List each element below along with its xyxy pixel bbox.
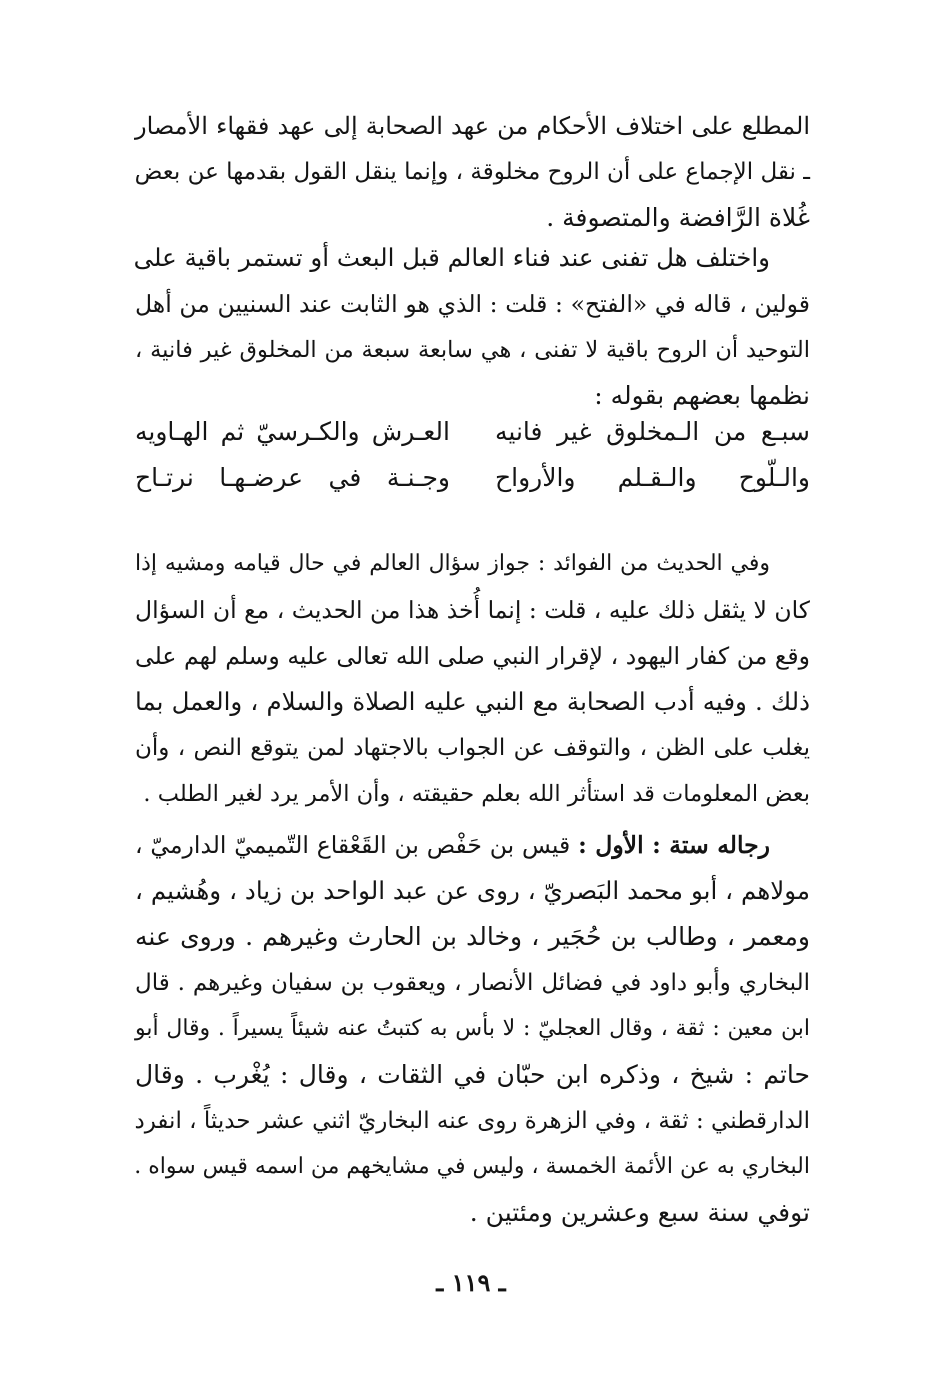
text-line: التوحيد أن الروح باقية لا تفنى ، هي سابعة سبعة من المخلوق غير فانية ، — [135, 337, 810, 363]
poem-verse-2 — [135, 455, 810, 501]
text-line — [135, 822, 810, 868]
text-line: البخاري وأبو داود في فضائل الأنصار ، ويعقوب بن سفيان وغيرهم . قال — [135, 970, 810, 996]
poem-hemistich: وجـنـة في عرضـهـا نرتـاح — [135, 463, 450, 492]
text-line: ومعمر ، وطالب بن حُجَير ، وخالد بن الحارث وغيرهم . وروى عنه — [135, 922, 810, 951]
text-line: ذلك . وفيه أدب الصحابة مع النبي عليه الصلاة والسلام ، والعمل بما — [135, 687, 810, 716]
paragraph-4 — [135, 822, 810, 1236]
text-line: نظمها بعضهم بقوله : — [594, 381, 810, 410]
paragraph-2 — [135, 235, 810, 419]
text-line: توفي سنة سبع وعشرين ومئتين . — [469, 1198, 810, 1227]
text-line: قولين ، قاله في «الفتح» : قلت : الذي هو الثابت عند السنيين من أهل — [135, 290, 810, 318]
text-line: البخاري به عن الأئمة الخمسة ، وليس في مشايخهم من اسمه قيس سواه . — [134, 1154, 810, 1179]
text-line: الدارقطني : ثقة ، وفي الزهرة روى عنه البخاريّ اثني عشر حديثاً ، انفرد — [134, 1108, 810, 1134]
poem-hemistich: سبـع من الـمخلوق غير فانيه — [495, 417, 810, 446]
poem-verse-1 — [135, 409, 810, 455]
paragraph-3 — [135, 541, 810, 817]
page-number: ـ ١١٩ ـ — [436, 1268, 506, 1297]
text-line: يغلب على الظن ، والتوقف عن الجواب بالاجتهاد لمن يتوقع النص ، وأن — [135, 735, 810, 761]
text-line: كان لا يثقل ذلك عليه ، قلت : إنما أُخذ هذا من الحديث ، مع أن السؤال — [135, 596, 810, 624]
text-line: غُلاة الرَّافضة والمتصوفة . — [546, 203, 810, 232]
text-line: المطلع على اختلاف الأحكام من عهد الصحابة إلى عهد فقهاء الأمصار — [135, 112, 811, 140]
text-line: حاتم : شيخ ، وذكره ابن حبّان في الثقات ، وقال : يُغْرب . وقال — [135, 1060, 810, 1089]
text-line: ـ نقل الإجماع على أن الروح مخلوقة ، وإنما ينقل القول بقدمها عن بعض — [134, 159, 810, 185]
section-heading: رجاله ستة : الأول : — [578, 831, 770, 859]
text-line: وفي الحديث من الفوائد : جواز سؤال العالم في حال قيامه ومشيه إذا — [135, 551, 770, 576]
paragraph-1 — [135, 103, 810, 241]
text-line: واختلف هل تفنى عند فناء العالم قبل البعث أو تستمر باقية على — [133, 243, 770, 272]
text-line: ابن معين : ثقة ، وقال العجليّ : لا بأس به كتبتُ عنه شيئاً يسيراً . وقال أبو — [135, 1016, 810, 1041]
text-run: قيس بن حَفْص بن القَعْقاع التّميميّ الدارميّ ، — [135, 831, 571, 859]
poem-hemistich: والـلّوح والـقـلم والأرواح — [495, 463, 810, 492]
text-line: وقع من كفار اليهود ، لإقرار النبي صلى الله تعالى عليه وسلم لهم على — [135, 642, 810, 670]
text-line: مولاهم ، أبو محمد البَصريّ ، روى عن عبد الواحد بن زياد ، وهُشيم ، — [135, 876, 810, 905]
text-line: بعض المعلومات قد استأثر الله بعلم حقيقته ، وأن الأمر يرد لغير الطلب . — [143, 781, 810, 807]
poem-hemistich: العـرش والكـرسيّ ثم الهـاويه — [135, 417, 450, 446]
